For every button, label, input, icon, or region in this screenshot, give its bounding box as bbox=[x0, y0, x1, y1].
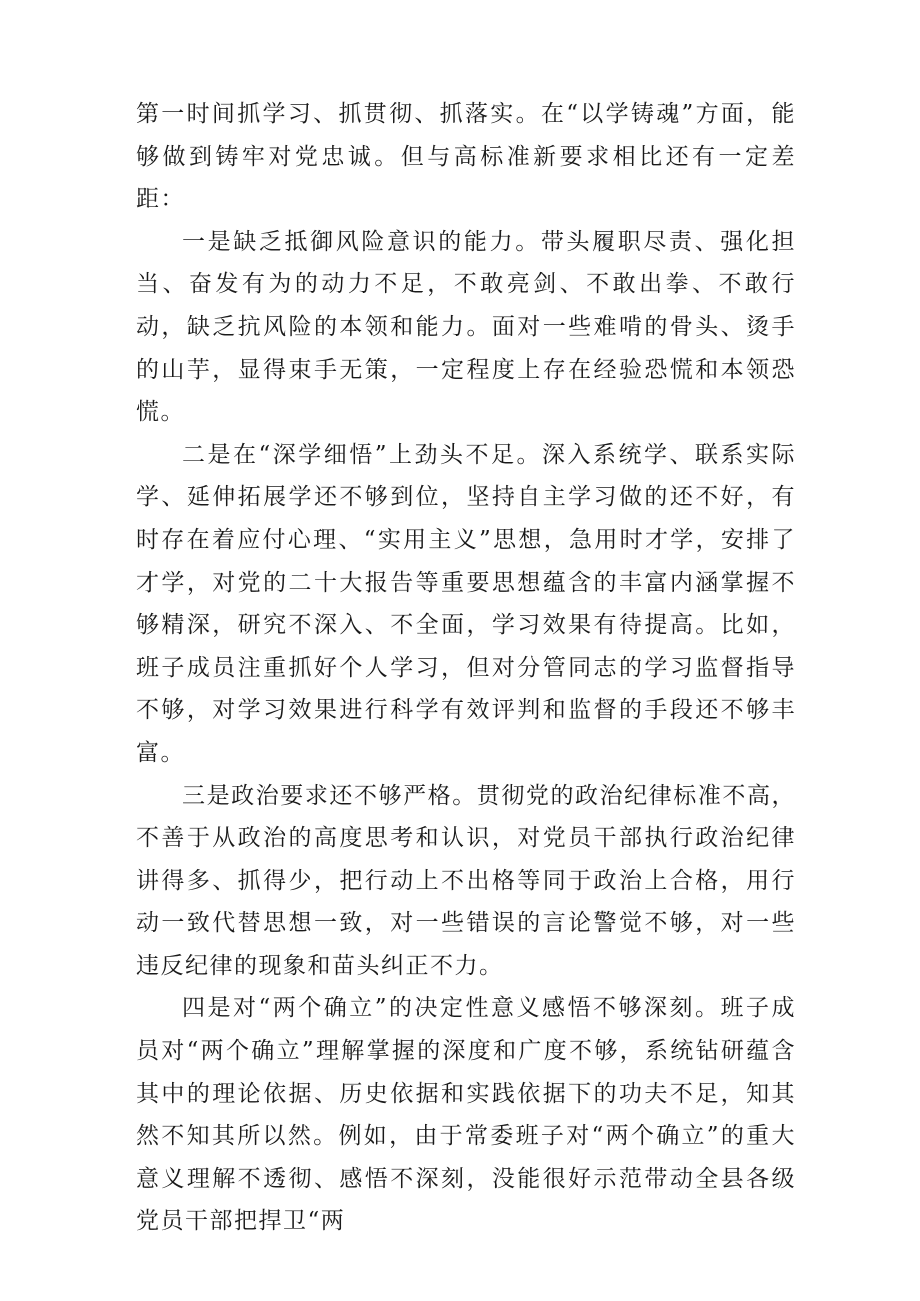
paragraph-continuation: 第一时间抓学习、抓贯彻、抓落实。在“以学铸魂”方面，能够做到铸牢对党忠诚。但与高标准新要求相比还有一定差距： bbox=[136, 101, 796, 213]
document-body bbox=[136, 93, 796, 1243]
paragraph-item-three: 三是政治要求还不够严格。贯彻党的政治纪律标准不高，不善于从政治的高度思考和认识，对党员干部执行政治纪律讲得多、抓得少，把行动上不出格等同于政治上合格，用行动一致代替思想一致，对一些错误的言论警觉不够，对一些违反纪律的现象和苗头纠正不力。 bbox=[136, 782, 796, 979]
paragraph-item-four: 四是对“两个确立”的决定性意义感悟不够深刻。班子成员对“两个确立”理解掌握的深度和广度不够，系统钻研蕴含其中的理论依据、历史依据和实践依据下的功夫不足，知其然不知其所以然。例如，由于常委班子对“两个确立”的重大意义理解不透彻、感悟不深刻，没能很好示范带动全县各级党员干部把捍卫“两 bbox=[136, 995, 796, 1235]
paragraph-item-two: 二是在“深学细悟”上劲头不足。深入系统学、联系实际学、延伸拓展学还不够到位，坚持自主学习做的还不好，有时存在着应付心理、“实用主义”思想，急用时才学，安排了才学，对党的二十大报告等重要思想蕴含的丰富内涵掌握不够精深，研究不深入、不全面，学习效果有待提高。比如，班子成员注重抓好个人学习，但对分管同志的学习监督指导不够，对学习效果进行科学有效评判和监督的手段还不够丰富。 bbox=[136, 441, 796, 766]
paragraph-item-one: 一是缺乏抵御风险意识的能力。带头履职尽责、强化担当、奋发有为的动力不足，不敢亮剑、不敢出拳、不敢行动，缺乏抗风险的本领和能力。面对一些难啃的骨头、烫手的山芋，显得束手无策，一定程度上存在经验恐慌和本领恐慌。 bbox=[136, 228, 796, 426]
